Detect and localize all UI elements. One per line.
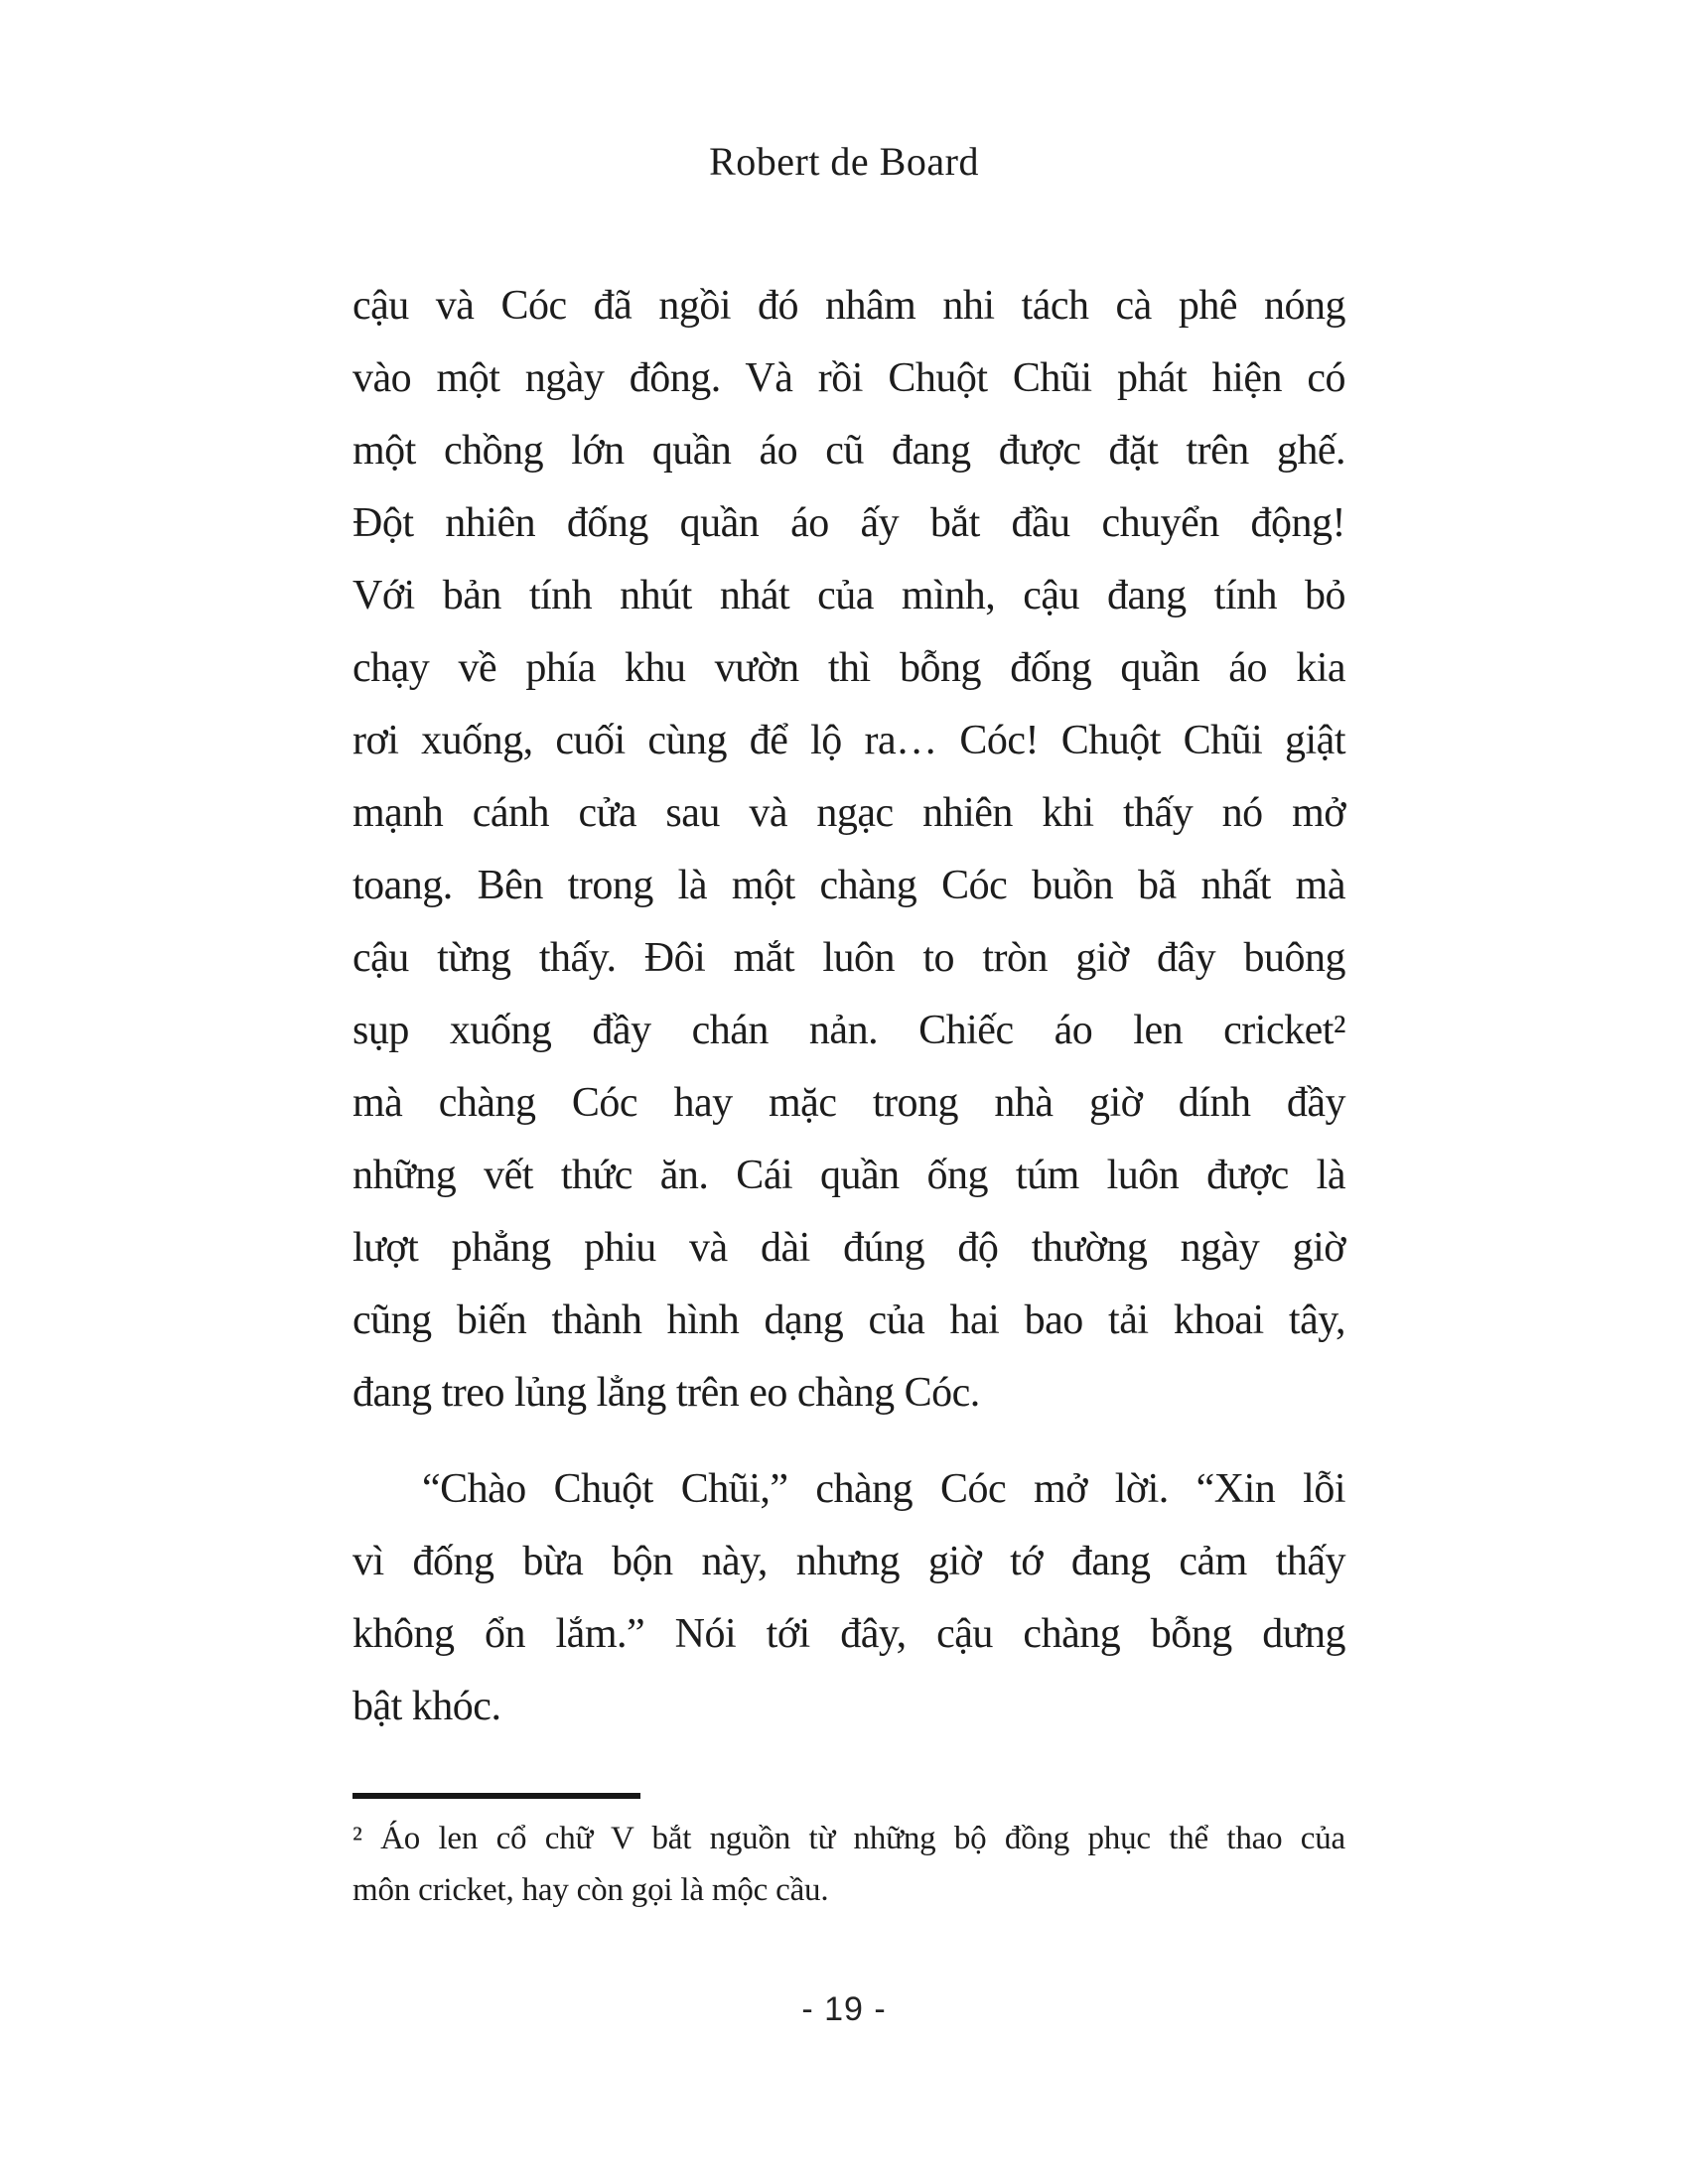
text-line: toang. Bên trong là một chàng Cóc buồn bã nhất mà — [352, 863, 1345, 908]
text-line: bật khóc. — [352, 1684, 501, 1729]
text-line: ² Áo len cổ chữ V bắt nguồn từ những bộ đồng phục thể thao của — [352, 1821, 1345, 1856]
text-line: cũng biến thành hình dạng của hai bao tải khoai tây, — [352, 1297, 1345, 1343]
footnote-text — [352, 1813, 1345, 1916]
running-header: Robert de Board — [709, 139, 979, 184]
text-line: vào một ngày đông. Và rồi Chuột Chũi phát hiện có — [352, 355, 1345, 401]
text-line: “Chào Chuột Chũi,” chàng Cóc mở lời. “Xin lỗi — [422, 1466, 1345, 1512]
text-line: chạy về phía khu vườn thì bỗng đống quần áo kia — [352, 645, 1345, 691]
text-line: những vết thức ăn. Cái quần ống túm luôn được là — [352, 1153, 1345, 1198]
paragraph — [352, 1813, 1345, 1916]
text-line: cậu và Cóc đã ngồi đó nhâm nhi tách cà phê nóng — [352, 283, 1345, 329]
text-line: một chồng lớn quần áo cũ đang được đặt trên ghế. — [352, 428, 1345, 474]
paragraph — [352, 1453, 1345, 1743]
text-line: mà chàng Cóc hay mặc trong nhà giờ dính đầy — [352, 1080, 1345, 1126]
text-line: Đột nhiên đống quần áo ấy bắt đầu chuyển động! — [352, 500, 1345, 546]
text-line: môn cricket, hay còn gọi là mộc cầu. — [352, 1872, 829, 1908]
text-line: rơi xuống, cuối cùng để lộ ra… Cóc! Chuột Chũi giật — [352, 718, 1345, 763]
body-text — [352, 270, 1345, 1743]
page-number: - 19 - — [801, 1990, 887, 2028]
text-line: lượt phẳng phiu và dài đúng độ thường ngày giờ — [352, 1225, 1345, 1271]
footnote-block — [352, 1793, 1345, 1916]
paragraph — [352, 270, 1345, 1430]
text-line: cậu từng thấy. Đôi mắt luôn to tròn giờ đây buông — [352, 935, 1345, 981]
text-line: Với bản tính nhút nhát của mình, cậu đang tính bỏ — [352, 573, 1345, 618]
text-line: không ổn lắm.” Nói tới đây, cậu chàng bỗng dưng — [352, 1611, 1345, 1657]
text-line: sụp xuống đầy chán nản. Chiếc áo len cricket² — [352, 1008, 1345, 1053]
footnote-rule — [352, 1793, 640, 1799]
text-line: vì đống bừa bộn này, nhưng giờ tớ đang cảm thấy — [352, 1539, 1345, 1584]
text-line: mạnh cánh cửa sau và ngạc nhiên khi thấy nó mở — [352, 790, 1345, 836]
text-line: đang treo lủng lẳng trên eo chàng Cóc. — [352, 1370, 980, 1416]
